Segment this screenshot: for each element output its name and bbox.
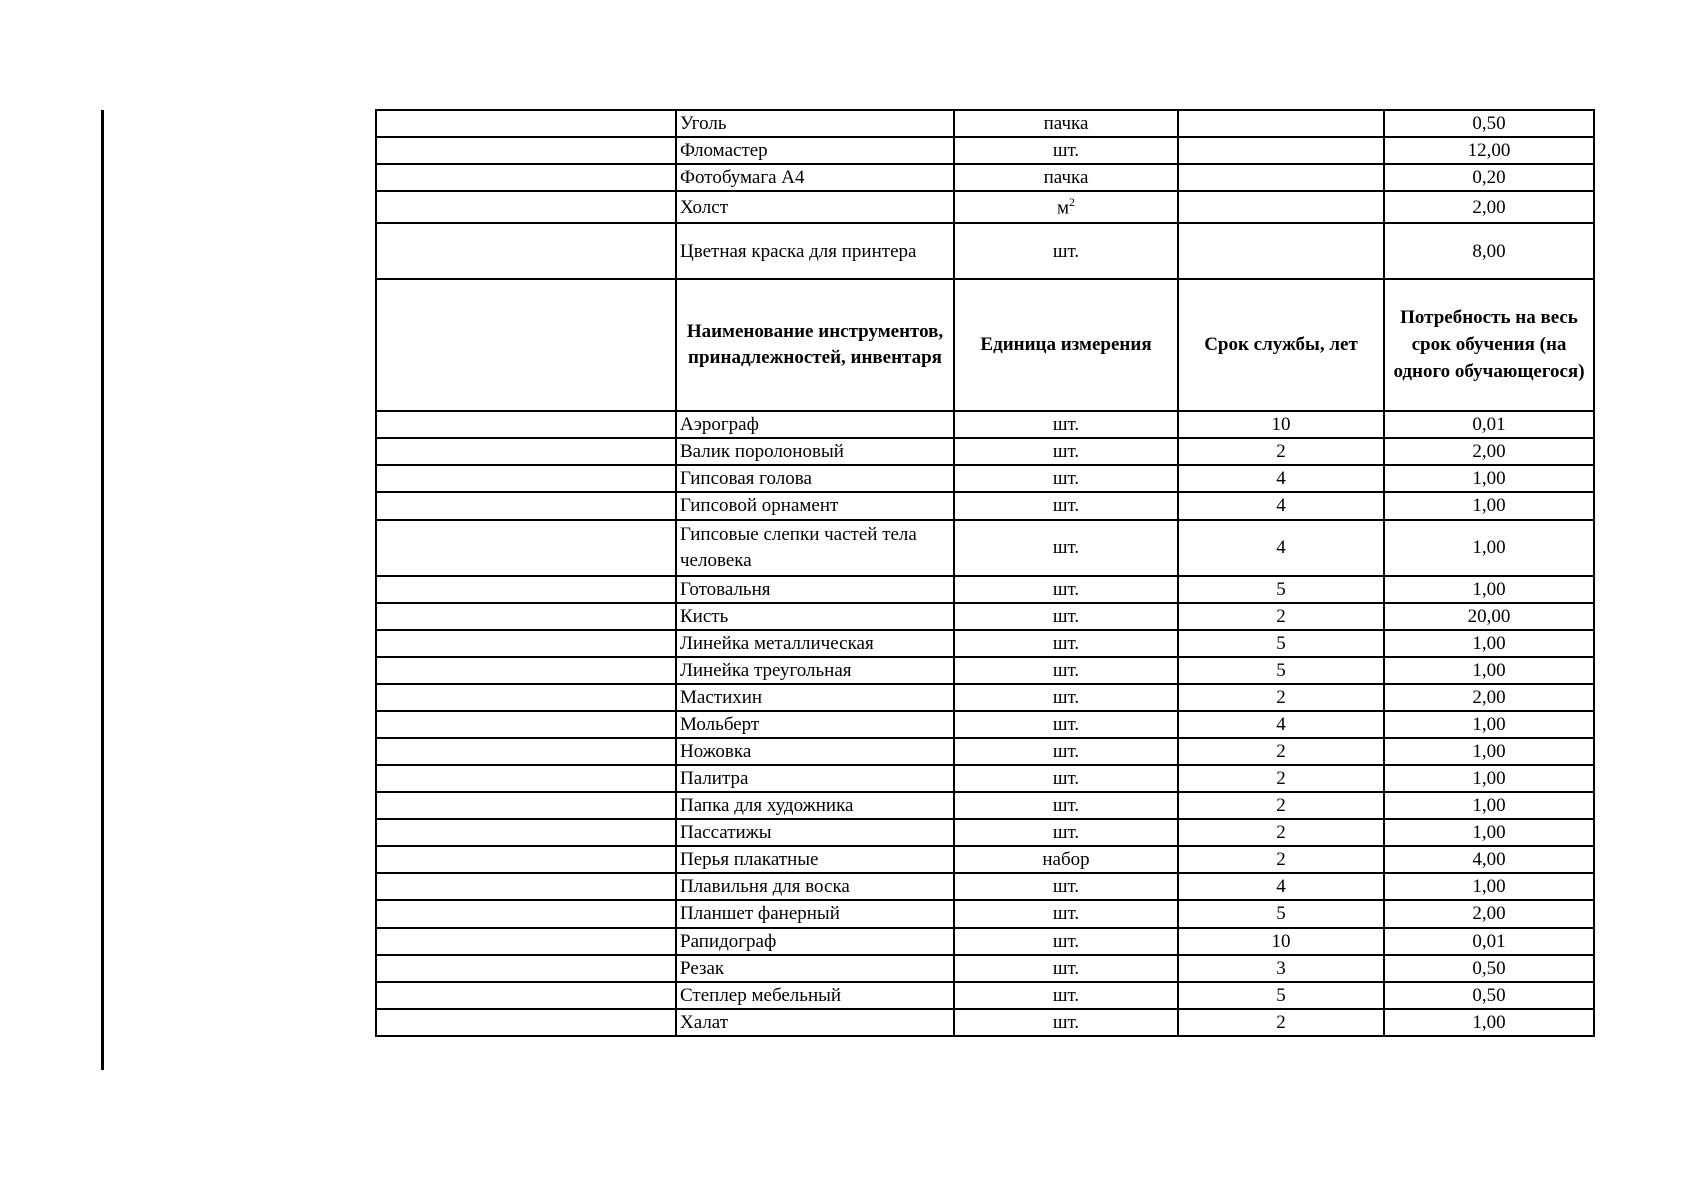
table-row bbox=[376, 191, 1594, 223]
item-unit: шт. bbox=[954, 819, 1178, 846]
item-need: 2,00 bbox=[1384, 191, 1594, 223]
item-name: Фотобумага А4 bbox=[676, 164, 954, 191]
item-need: 1,00 bbox=[1384, 630, 1594, 657]
item-need: 1,00 bbox=[1384, 792, 1594, 819]
item-name: Плавильня для воска bbox=[676, 873, 954, 900]
item-need: 0,50 bbox=[1384, 110, 1594, 137]
empty-cell bbox=[376, 137, 676, 164]
item-need: 2,00 bbox=[1384, 900, 1594, 927]
item-name: Линейка треугольная bbox=[676, 657, 954, 684]
item-need: 2,00 bbox=[1384, 684, 1594, 711]
item-life: 2 bbox=[1178, 603, 1384, 630]
item-name: Гипсовой орнамент bbox=[676, 492, 954, 519]
table-row bbox=[376, 738, 1594, 765]
item-unit: шт. bbox=[954, 603, 1178, 630]
item-name: Валик поролоновый bbox=[676, 438, 954, 465]
tools-body bbox=[376, 411, 1594, 1036]
empty-cell bbox=[376, 438, 676, 465]
item-life: 10 bbox=[1178, 928, 1384, 955]
item-unit: шт. bbox=[954, 1009, 1178, 1036]
table-row bbox=[376, 982, 1594, 1009]
item-name: Папка для художника bbox=[676, 792, 954, 819]
item-unit: пачка bbox=[954, 164, 1178, 191]
empty-cell bbox=[376, 982, 676, 1009]
table-row bbox=[376, 137, 1594, 164]
header-name: Наименование инструментов, принадлежностей, инвентаря bbox=[676, 279, 954, 411]
item-life: 2 bbox=[1178, 684, 1384, 711]
table-row bbox=[376, 630, 1594, 657]
item-unit: м bbox=[1056, 196, 1070, 218]
item-name: Гипсовые слепки частей тела человека bbox=[676, 520, 954, 576]
item-life: 5 bbox=[1178, 630, 1384, 657]
item-name: Планшет фанерный bbox=[676, 900, 954, 927]
item-life: 4 bbox=[1178, 873, 1384, 900]
item-unit: шт. bbox=[954, 684, 1178, 711]
table-row bbox=[376, 846, 1594, 873]
item-need: 1,00 bbox=[1384, 576, 1594, 603]
item-need: 0,50 bbox=[1384, 982, 1594, 1009]
item-life: 4 bbox=[1178, 711, 1384, 738]
table-row bbox=[376, 928, 1594, 955]
item-name: Мастихин bbox=[676, 684, 954, 711]
item-unit: шт. bbox=[954, 223, 1178, 279]
item-life: 10 bbox=[1178, 411, 1384, 438]
item-life bbox=[1178, 223, 1384, 279]
item-unit: шт. bbox=[954, 465, 1178, 492]
item-unit: шт. bbox=[954, 928, 1178, 955]
item-life: 2 bbox=[1178, 819, 1384, 846]
empty-cell bbox=[376, 279, 676, 411]
item-need: 1,00 bbox=[1384, 520, 1594, 576]
table-row bbox=[376, 110, 1594, 137]
item-unit: шт. bbox=[954, 411, 1178, 438]
empty-cell bbox=[376, 955, 676, 982]
item-life: 4 bbox=[1178, 492, 1384, 519]
table-row bbox=[376, 603, 1594, 630]
item-need: 1,00 bbox=[1384, 819, 1594, 846]
item-need: 0,01 bbox=[1384, 928, 1594, 955]
item-life bbox=[1178, 164, 1384, 191]
table-header-row bbox=[376, 279, 1594, 411]
table-row bbox=[376, 576, 1594, 603]
header-unit: Единица измерения bbox=[954, 279, 1178, 411]
empty-cell bbox=[376, 928, 676, 955]
empty-cell bbox=[376, 873, 676, 900]
empty-cell bbox=[376, 492, 676, 519]
empty-cell bbox=[376, 164, 676, 191]
table-row bbox=[376, 438, 1594, 465]
table-row bbox=[376, 819, 1594, 846]
table-row bbox=[376, 1009, 1594, 1036]
item-name: Палитра bbox=[676, 765, 954, 792]
item-unit: шт. bbox=[954, 438, 1178, 465]
item-name: Халат bbox=[676, 1009, 954, 1036]
item-need: 2,00 bbox=[1384, 438, 1594, 465]
item-need: 12,00 bbox=[1384, 137, 1594, 164]
item-unit: шт. bbox=[954, 520, 1178, 576]
item-unit: набор bbox=[954, 846, 1178, 873]
empty-cell bbox=[376, 1009, 676, 1036]
empty-cell bbox=[376, 657, 676, 684]
table-row bbox=[376, 684, 1594, 711]
item-life: 5 bbox=[1178, 900, 1384, 927]
item-name: Уголь bbox=[676, 110, 954, 137]
item-unit: шт. bbox=[954, 765, 1178, 792]
table-row bbox=[376, 873, 1594, 900]
item-need: 1,00 bbox=[1384, 1009, 1594, 1036]
empty-cell bbox=[376, 819, 676, 846]
header-life: Срок службы, лет bbox=[1178, 279, 1384, 411]
item-name: Фломастер bbox=[676, 137, 954, 164]
table-row bbox=[376, 900, 1594, 927]
item-life bbox=[1178, 137, 1384, 164]
item-need: 0,20 bbox=[1384, 164, 1594, 191]
item-need: 1,00 bbox=[1384, 465, 1594, 492]
item-unit: шт. bbox=[954, 792, 1178, 819]
table-row bbox=[376, 711, 1594, 738]
item-name: Аэрограф bbox=[676, 411, 954, 438]
inventory-table bbox=[375, 109, 1595, 1037]
item-unit: шт. bbox=[954, 492, 1178, 519]
item-life: 5 bbox=[1178, 576, 1384, 603]
table-row bbox=[376, 955, 1594, 982]
item-unit: шт. bbox=[954, 955, 1178, 982]
item-need: 8,00 bbox=[1384, 223, 1594, 279]
table-row bbox=[376, 657, 1594, 684]
item-unit: шт. bbox=[954, 657, 1178, 684]
item-need: 1,00 bbox=[1384, 738, 1594, 765]
empty-cell bbox=[376, 900, 676, 927]
item-need: 0,50 bbox=[1384, 955, 1594, 982]
item-life: 2 bbox=[1178, 1009, 1384, 1036]
item-name: Линейка металлическая bbox=[676, 630, 954, 657]
item-unit: шт. bbox=[954, 900, 1178, 927]
item-life bbox=[1178, 191, 1384, 223]
item-unit: шт. bbox=[954, 137, 1178, 164]
item-need: 1,00 bbox=[1384, 873, 1594, 900]
table-row bbox=[376, 520, 1594, 576]
item-life: 2 bbox=[1178, 846, 1384, 873]
item-unit: шт. bbox=[954, 711, 1178, 738]
empty-cell bbox=[376, 792, 676, 819]
empty-cell bbox=[376, 630, 676, 657]
item-life: 4 bbox=[1178, 520, 1384, 576]
empty-cell bbox=[376, 465, 676, 492]
item-unit: шт. bbox=[954, 738, 1178, 765]
item-unit: шт. bbox=[954, 576, 1178, 603]
item-name: Степлер мебельный bbox=[676, 982, 954, 1009]
item-life: 5 bbox=[1178, 982, 1384, 1009]
empty-cell bbox=[376, 191, 676, 223]
empty-cell bbox=[376, 684, 676, 711]
item-name: Холст bbox=[676, 191, 954, 223]
item-name: Кисть bbox=[676, 603, 954, 630]
item-life: 2 bbox=[1178, 792, 1384, 819]
table-row bbox=[376, 164, 1594, 191]
item-life: 5 bbox=[1178, 657, 1384, 684]
item-life bbox=[1178, 110, 1384, 137]
table-row bbox=[376, 765, 1594, 792]
table-row bbox=[376, 492, 1594, 519]
table-row bbox=[376, 411, 1594, 438]
item-name: Цветная краска для принтера bbox=[676, 223, 954, 279]
item-name: Резак bbox=[676, 955, 954, 982]
item-unit-cell bbox=[954, 191, 1178, 223]
header-need: Потребность на весь срок обучения (на одного обучающегося) bbox=[1384, 279, 1594, 411]
empty-cell bbox=[376, 223, 676, 279]
item-name: Ножовка bbox=[676, 738, 954, 765]
item-need: 1,00 bbox=[1384, 657, 1594, 684]
item-need: 0,01 bbox=[1384, 411, 1594, 438]
item-need: 1,00 bbox=[1384, 492, 1594, 519]
empty-cell bbox=[376, 846, 676, 873]
item-unit: шт. bbox=[954, 630, 1178, 657]
item-unit: пачка bbox=[954, 110, 1178, 137]
empty-cell bbox=[376, 520, 676, 576]
item-name: Перья плакатные bbox=[676, 846, 954, 873]
item-need: 1,00 bbox=[1384, 711, 1594, 738]
item-name: Рапидограф bbox=[676, 928, 954, 955]
item-unit: шт. bbox=[954, 982, 1178, 1009]
empty-cell bbox=[376, 738, 676, 765]
empty-cell bbox=[376, 411, 676, 438]
table-row bbox=[376, 792, 1594, 819]
item-need: 4,00 bbox=[1384, 846, 1594, 873]
item-name: Готовальня bbox=[676, 576, 954, 603]
item-life: 3 bbox=[1178, 955, 1384, 982]
empty-cell bbox=[376, 576, 676, 603]
item-need: 20,00 bbox=[1384, 603, 1594, 630]
item-name: Пассатижы bbox=[676, 819, 954, 846]
item-life: 2 bbox=[1178, 738, 1384, 765]
table-row bbox=[376, 223, 1594, 279]
empty-cell bbox=[376, 765, 676, 792]
table-row bbox=[376, 465, 1594, 492]
item-name: Мольберт bbox=[676, 711, 954, 738]
empty-cell bbox=[376, 603, 676, 630]
empty-cell bbox=[376, 110, 676, 137]
item-life: 2 bbox=[1178, 438, 1384, 465]
page-margin-line bbox=[101, 110, 104, 1070]
item-name: Гипсовая голова bbox=[676, 465, 954, 492]
empty-cell bbox=[376, 711, 676, 738]
item-life: 2 bbox=[1178, 765, 1384, 792]
item-need: 1,00 bbox=[1384, 765, 1594, 792]
unit-superscript: 2 bbox=[1069, 194, 1076, 209]
item-life: 4 bbox=[1178, 465, 1384, 492]
item-unit: шт. bbox=[954, 873, 1178, 900]
